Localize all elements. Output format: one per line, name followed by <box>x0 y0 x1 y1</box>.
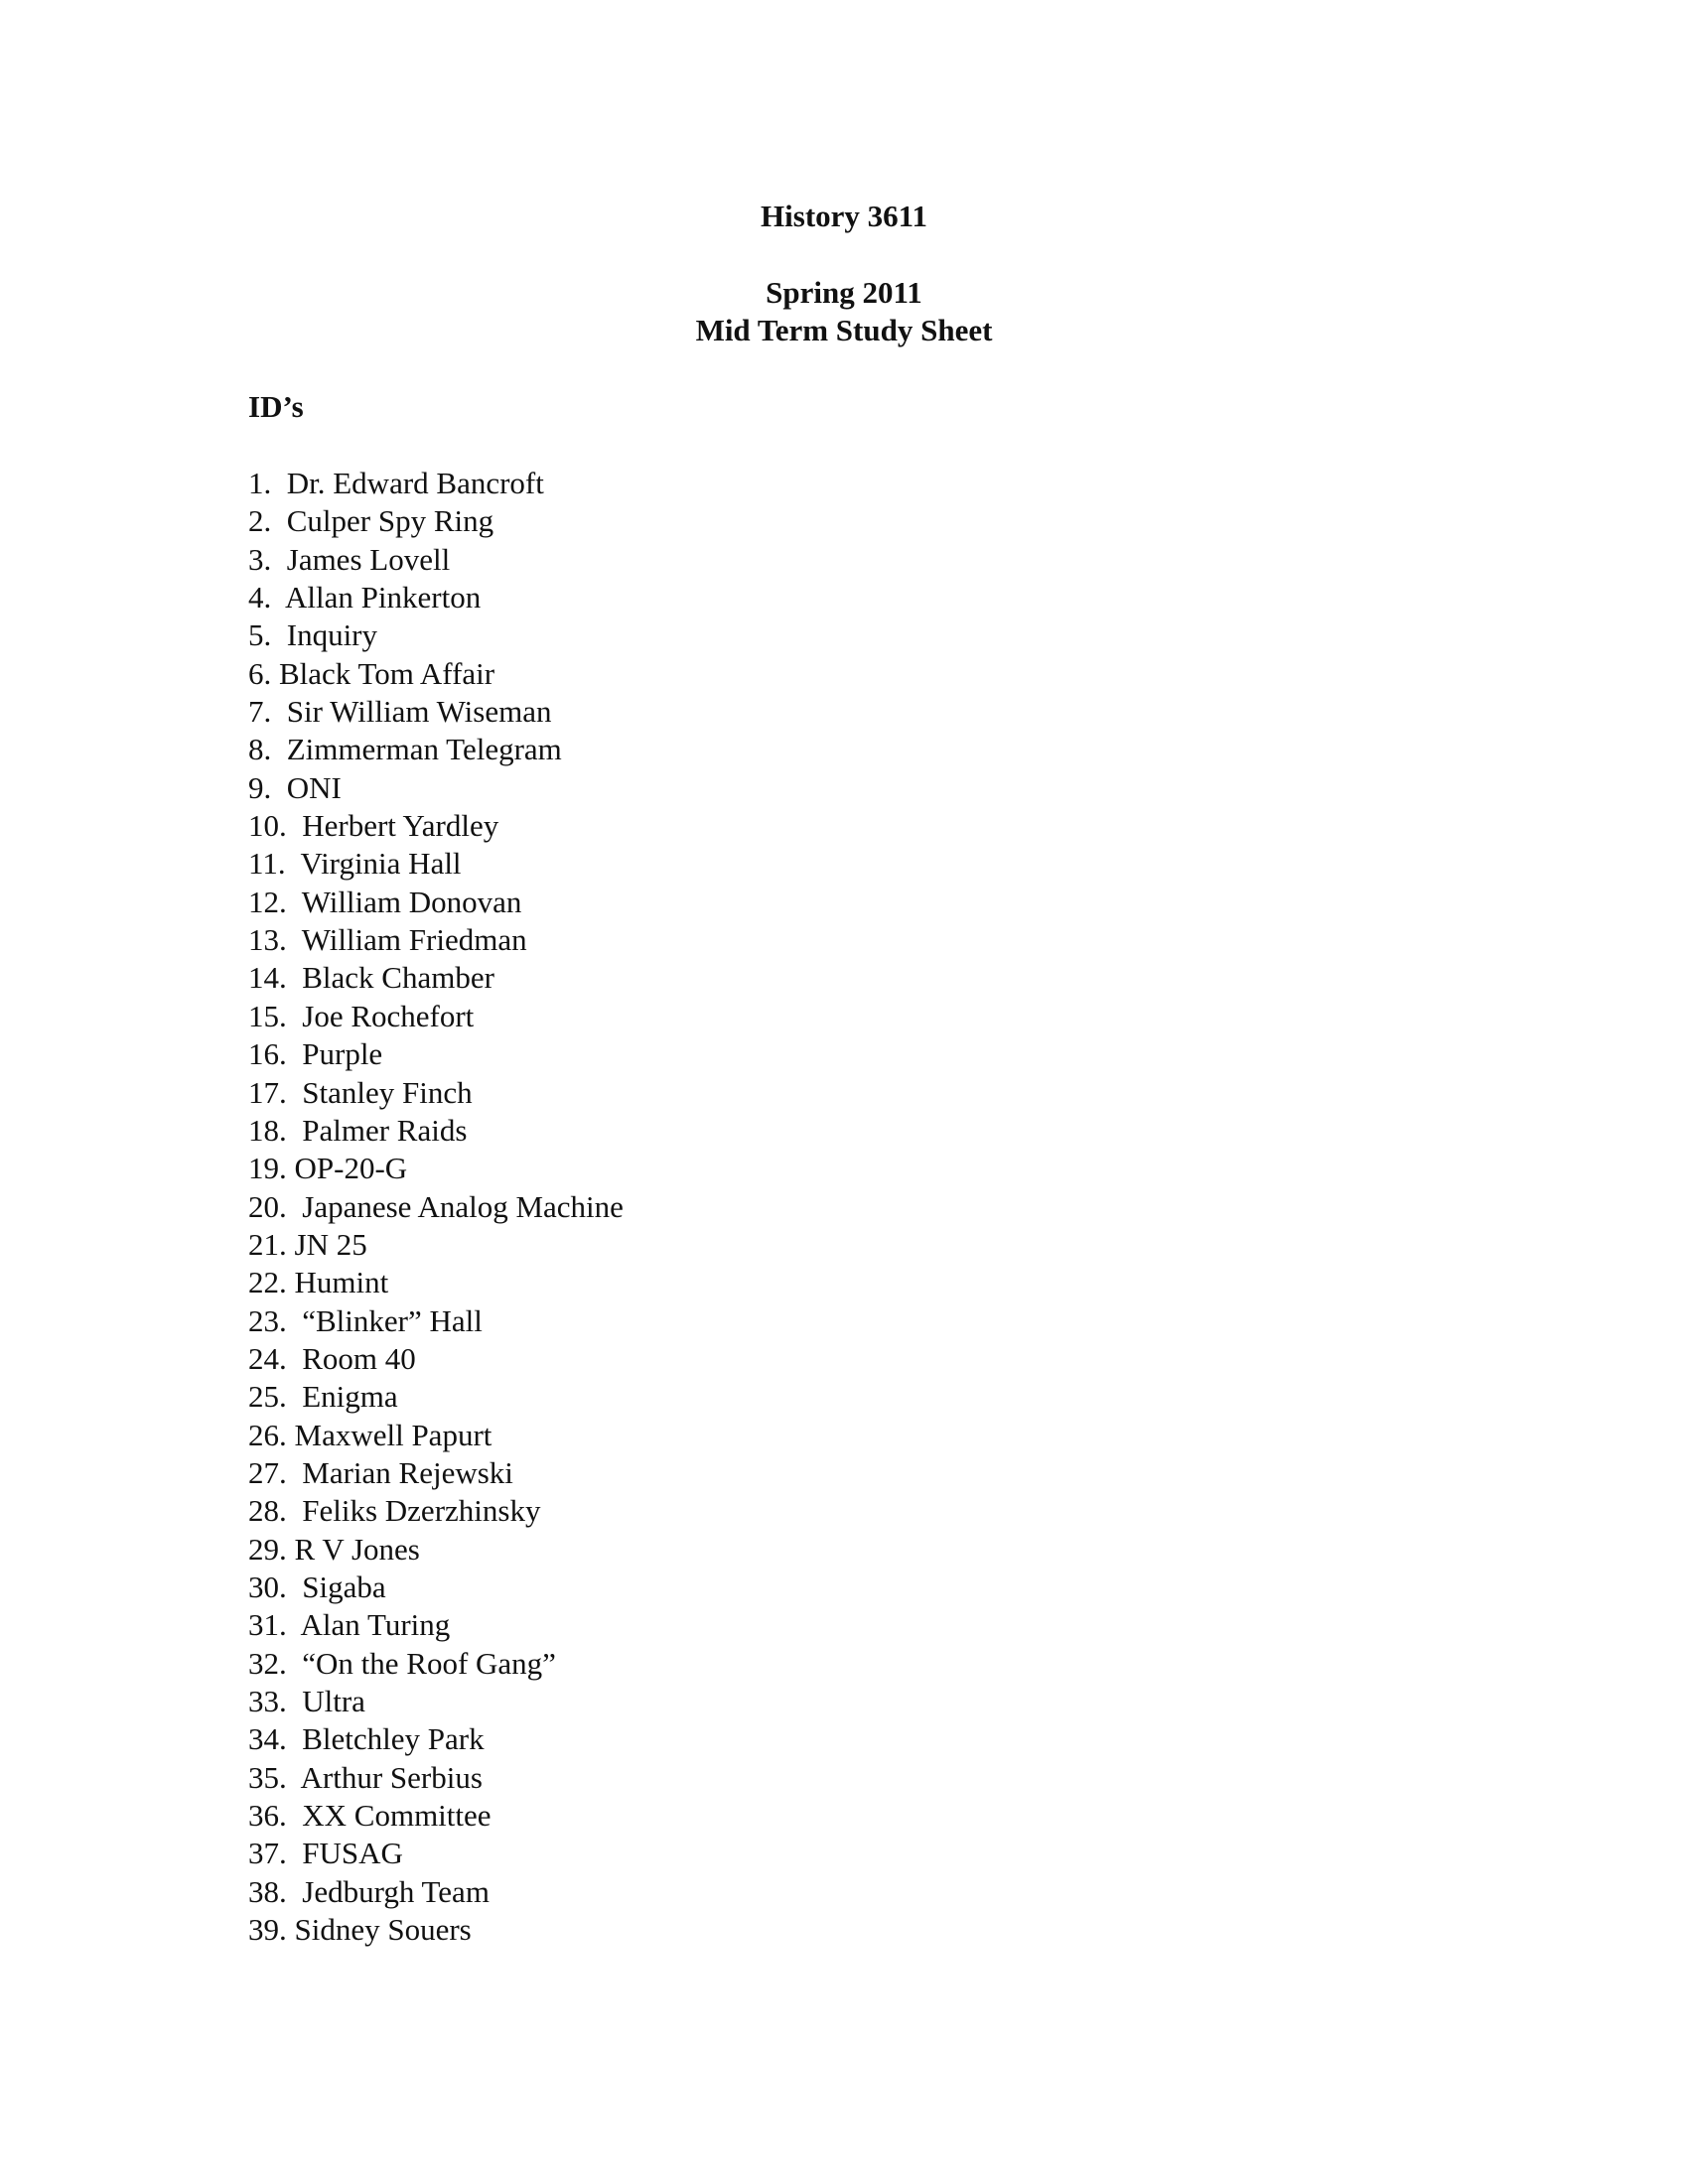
id-item: 3. James Lovell <box>248 541 451 577</box>
id-item: 11. Virginia Hall <box>248 846 462 882</box>
id-item: 6. Black Tom Affair <box>248 655 495 691</box>
id-item: 16. Purple <box>248 1036 383 1072</box>
id-item: 1. Dr. Edward Bancroft <box>248 466 544 500</box>
id-item: 38. Jedburgh Team <box>248 1873 490 1909</box>
id-item: 22. Humint <box>248 1265 389 1300</box>
id-item: 27. Marian Rejewski <box>248 1454 513 1490</box>
id-item: 26. Maxwell Papurt <box>248 1417 492 1452</box>
id-item: 20. Japanese Analog Machine <box>248 1188 624 1224</box>
id-list <box>248 465 624 1949</box>
id-item: 17. Stanley Finch <box>248 1074 473 1110</box>
id-item: 4. Allan Pinkerton <box>248 580 482 615</box>
id-item: 34. Bletchley Park <box>248 1721 485 1757</box>
id-item: 36. XX Committee <box>248 1798 492 1834</box>
id-item: 8. Zimmerman Telegram <box>248 732 562 767</box>
sheet-subtitle: Mid Term Study Sheet <box>695 313 993 347</box>
id-item: 35. Arthur Serbius <box>248 1759 483 1795</box>
id-item: 9. ONI <box>248 769 342 805</box>
id-item: 21. JN 25 <box>248 1226 367 1262</box>
id-item: 18. Palmer Raids <box>248 1112 468 1148</box>
id-item: 2. Culper Spy Ring <box>248 503 494 539</box>
id-item: 5. Inquiry <box>248 617 378 653</box>
term-label: Spring 2011 <box>766 275 922 310</box>
id-item: 32. “On the Roof Gang” <box>248 1645 556 1681</box>
id-item: 24. Room 40 <box>248 1340 416 1376</box>
id-item: 15. Joe Rochefort <box>248 998 475 1033</box>
id-item: 31. Alan Turing <box>248 1607 451 1643</box>
id-item: 29. R V Jones <box>248 1531 420 1567</box>
id-item: 14. Black Chamber <box>248 960 494 996</box>
id-item: 30. Sigaba <box>248 1569 386 1604</box>
course-title: History 3611 <box>761 199 927 233</box>
id-item: 13. William Friedman <box>248 922 527 958</box>
id-item: 10. Herbert Yardley <box>248 808 499 844</box>
id-item: 23. “Blinker” Hall <box>248 1302 483 1338</box>
id-item: 25. Enigma <box>248 1379 398 1415</box>
section-heading: ID’s <box>248 389 304 424</box>
id-item: 12. William Donovan <box>248 884 522 919</box>
id-item: 37. FUSAG <box>248 1836 403 1871</box>
id-item: 28. Feliks Dzerzhinsky <box>248 1493 541 1529</box>
id-item: 7. Sir William Wiseman <box>248 694 552 730</box>
id-item: 39. Sidney Souers <box>248 1912 472 1948</box>
id-item: 33. Ultra <box>248 1684 365 1718</box>
id-item: 19. OP-20-G <box>248 1151 408 1186</box>
